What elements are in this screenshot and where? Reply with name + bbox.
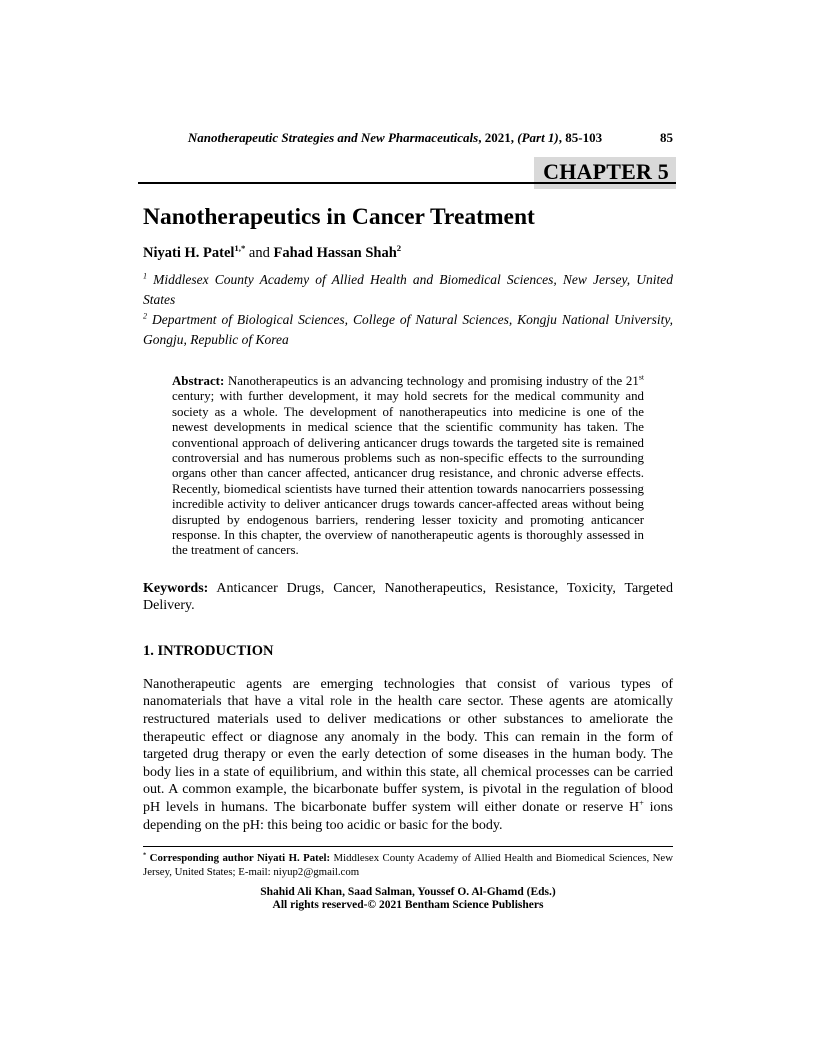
footnote-bold-text: Corresponding author Niyati H. Patel: bbox=[146, 852, 331, 865]
affiliation-2-marker: 2 bbox=[143, 311, 148, 321]
affiliation-1-marker: 1 bbox=[143, 271, 148, 281]
author-2-name: Fahad Hassan Shah bbox=[273, 245, 397, 261]
chapter-title: Nanotherapeutics in Cancer Treatment bbox=[143, 204, 535, 230]
chapter-header-row bbox=[143, 153, 673, 189]
authors-connector: and bbox=[245, 245, 274, 261]
affiliation-2 bbox=[143, 310, 673, 349]
abstract-paragraph bbox=[172, 374, 644, 559]
footer-copyright: All rights reserved-© 2021 Bentham Science Publishers bbox=[272, 898, 544, 911]
section-heading-introduction: 1. INTRODUCTION bbox=[143, 642, 274, 659]
footnote-divider bbox=[143, 846, 673, 847]
body-paragraph bbox=[143, 676, 673, 834]
footnote-text: Middlesex County Academy of Allied Health and Biomedical Sciences, New Jersey, United States; E-mail: niyup2@gmail.com bbox=[143, 852, 674, 879]
abstract-label: Abstract: bbox=[172, 374, 225, 388]
affiliations bbox=[143, 270, 673, 349]
affiliation-1-text: Middlesex County Academy of Allied Health and Biomedical Sciences, New Jersey, United States bbox=[143, 272, 673, 307]
running-head-part: (Part 1) bbox=[517, 130, 559, 145]
chapter-rule-divider bbox=[138, 182, 676, 184]
author-1-affiliation-marker: 1,* bbox=[234, 243, 246, 254]
running-head-year: , 2021, bbox=[478, 130, 518, 145]
keywords-paragraph bbox=[143, 580, 673, 614]
authors-line bbox=[143, 245, 673, 262]
affiliation-2-text: Department of Biological Sciences, College of Natural Sciences, Kongju National University, Gongju, Republic of Korea bbox=[143, 312, 673, 347]
keywords-text: Anticancer Drugs, Cancer, Nanotherapeutics, Resistance, Toxicity, Targeted Delivery. bbox=[143, 580, 673, 613]
body-text-1: Nanotherapeutic agents are emerging technologies that consist of various types of nanomaterials that have a vital role in the health care sector. These agents are atomically restructured materials used to deliver medications or other substances to ameliorate the therapeutic effect or diagnose any anomaly in the body. This can remain in the form of targeted drug therapy or even the early detection of some diseases in the human body. The body lies in a state of equilibrium, and within this state, all chemical processes can be carried out. A common example, the bicarbonate buffer system, is pivotal in the regulation of blood pH levels in humans. The bicarbonate buffer system will either donate or reserve H bbox=[143, 676, 673, 816]
abstract-text-2: century; with further development, it may hold secrets for the medical community and society as a whole. The development of nanotherapeutics into medicine is one of the newest developments in medical science that the scientific community has taken. The conventional approach of delivering anticancer drugs towards the targeted site is remained controversial and has numerous problems such as non-specific effects to the surrounding organs other than cancer affected, anticancer drug resistance, and chronic adverse effects. Recently, biomedical scientists have turned their attention towards nanocarriers possessing incredible activity to deliver anticancer drugs towards cancer-affected areas without being disrupted by endogenous barriers, rendering lesser toxicity and promoting anticancer response. In this chapter, the overview of nanotherapeutic agents is thoroughly assessed in the treatment of cancers. bbox=[172, 389, 644, 558]
page-number: 85 bbox=[660, 130, 673, 145]
footer-editors: Shahid Ali Khan, Saad Salman, Youssef O. Al-Ghamd (Eds.) bbox=[260, 886, 556, 899]
body-text-2: ions depending on the pH: this being too acidic or basic for the body. bbox=[143, 800, 673, 833]
author-1-name: Niyati H. Patel bbox=[143, 245, 235, 261]
running-head bbox=[143, 130, 673, 146]
corresponding-author-footnote bbox=[143, 851, 673, 879]
abstract-text-1: Nanotherapeutics is an advancing technology and promising industry of the 21 bbox=[224, 374, 639, 388]
running-head-text bbox=[143, 130, 673, 146]
keywords-label: Keywords: bbox=[143, 580, 209, 596]
abstract-superscript-st: st bbox=[638, 372, 644, 382]
running-head-pages: , 85-103 bbox=[558, 130, 603, 145]
body-superscript-plus: + bbox=[639, 798, 644, 808]
footnote-asterisk: * bbox=[143, 851, 147, 859]
affiliation-1 bbox=[143, 270, 673, 309]
chapter-badge: CHAPTER 5 bbox=[534, 157, 676, 189]
publisher-footer bbox=[143, 886, 673, 911]
author-2-affiliation-marker: 2 bbox=[396, 243, 402, 254]
running-head-journal: Nanotherapeutic Strategies and New Pharmaceuticals bbox=[187, 130, 479, 145]
